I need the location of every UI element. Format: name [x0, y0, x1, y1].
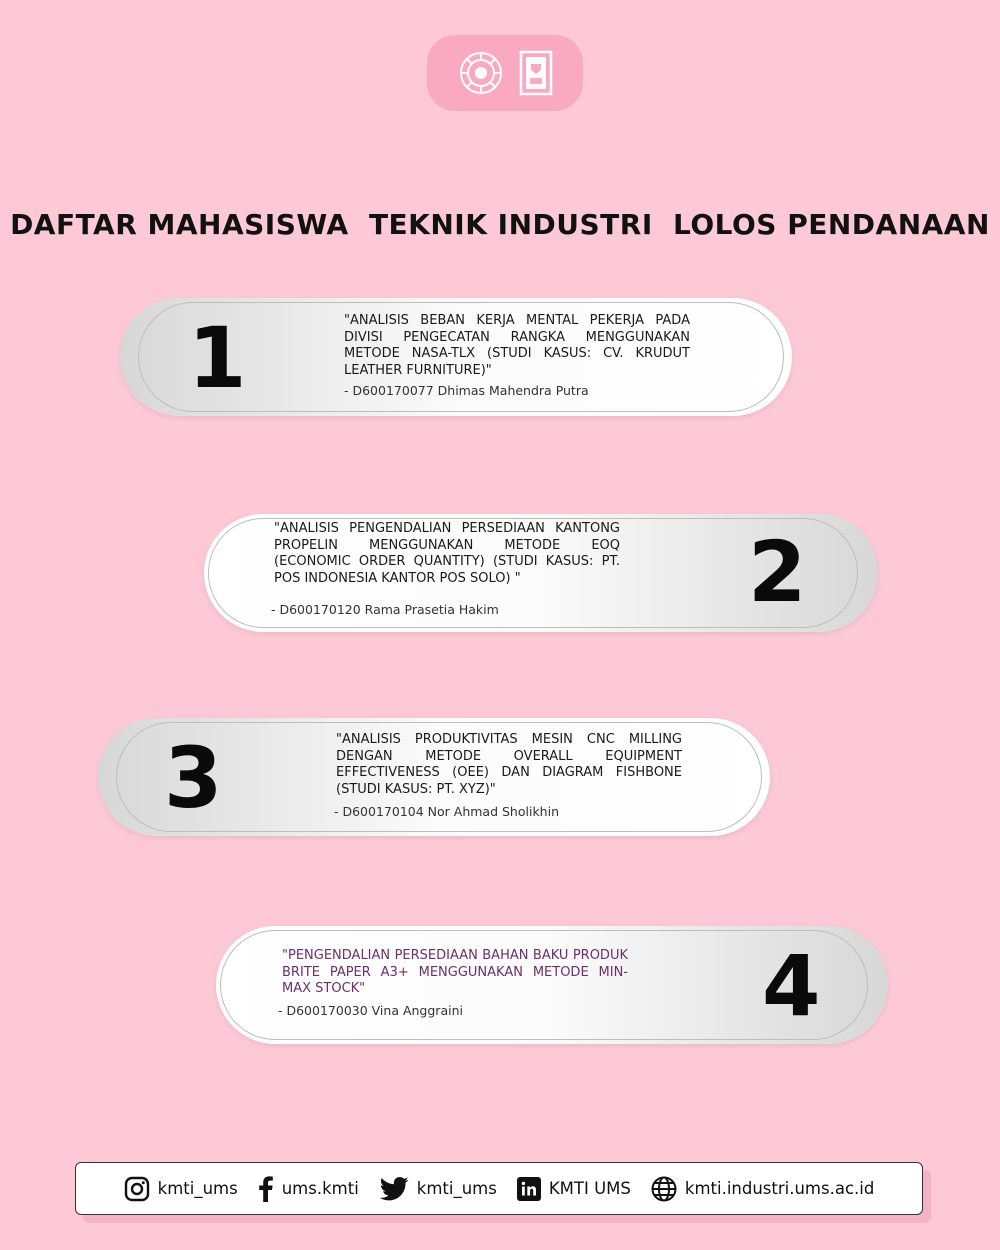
page-title-part2: TEKNIK INDUSTRI: [368, 208, 653, 241]
entry-number: 3: [164, 729, 223, 827]
entry-author: - D600170077 Dhimas Mahendra Putra: [344, 383, 589, 398]
social-footer-bar: [75, 1162, 923, 1215]
entry-number: 4: [762, 937, 821, 1035]
entry-author: - D600170030 Vina Anggraini: [278, 1003, 463, 1018]
globe-icon: [651, 1176, 677, 1202]
entry-thesis-title: "ANALISIS BEBAN KERJA MENTAL PEKERJA PADA DIVISI PENGECATAN RANGKA MENGGUNAKAN METODE NASA-TLX (STUDI KASUS: CV. KRUDUT LEATHER FURNITURE)": [344, 313, 690, 378]
entry-card-4: [216, 926, 888, 1044]
entry-number: 1: [188, 309, 247, 407]
entry-author: - D600170120 Rama Prasetia Hakim: [271, 602, 499, 617]
entry-author: - D600170104 Nor Ahmad Sholikhin: [334, 804, 559, 819]
facebook-handle: ums.kmti: [281, 1179, 359, 1198]
instagram-icon: [124, 1176, 150, 1202]
website-url: kmti.industri.ums.ac.id: [684, 1179, 875, 1198]
instagram-handle: kmti_ums: [157, 1179, 238, 1198]
social-twitter[interactable]: [379, 1177, 497, 1201]
entry-card-2: [204, 514, 878, 632]
university-seal-logo: [457, 49, 505, 97]
social-facebook[interactable]: [258, 1176, 359, 1202]
social-linkedin[interactable]: [517, 1177, 631, 1201]
facebook-icon: [258, 1176, 274, 1202]
page-title-part3: LOLOS PENDANAAN: [673, 208, 990, 241]
entry-thesis-title: "PENGENDALIAN PERSEDIAAN BAHAN BAKU PRODUK BRITE PAPER A3+ MENGGUNAKAN METODE MIN-MAX STOCK": [282, 948, 628, 996]
linkedin-icon: [517, 1177, 541, 1201]
page-title: [0, 208, 1000, 241]
entry-card-1: [120, 298, 792, 416]
social-website[interactable]: [651, 1176, 874, 1202]
entry-thesis-title: "ANALISIS PENGENDALIAN PERSEDIAAN KANTONG PROPELIN MENGGUNAKAN METODE EOQ (ECONOMIC ORDER QUANTITY) (STUDI KASUS: PT. POS INDONESIA KANTOR POS SOLO) ": [274, 521, 620, 586]
entry-number: 2: [748, 523, 807, 621]
entry-thesis-title: "ANALISIS PRODUKTIVITAS MESIN CNC MILLING DENGAN METODE OVERALL EQUIPMENT EFFECTIVENESS (OEE) DAN DIAGRAM FISHBONE (STUDI KASUS: PT. XYZ)": [336, 732, 682, 797]
page-title-part1: DAFTAR MAHASISWA: [10, 208, 349, 241]
logo-badge: [427, 35, 583, 111]
organization-emblem-logo: [519, 50, 553, 96]
social-instagram[interactable]: [124, 1176, 238, 1202]
linkedin-handle: KMTI UMS: [548, 1179, 631, 1198]
twitter-icon: [379, 1177, 409, 1201]
entry-card-3: [98, 718, 770, 836]
twitter-handle: kmti_ums: [416, 1179, 497, 1198]
